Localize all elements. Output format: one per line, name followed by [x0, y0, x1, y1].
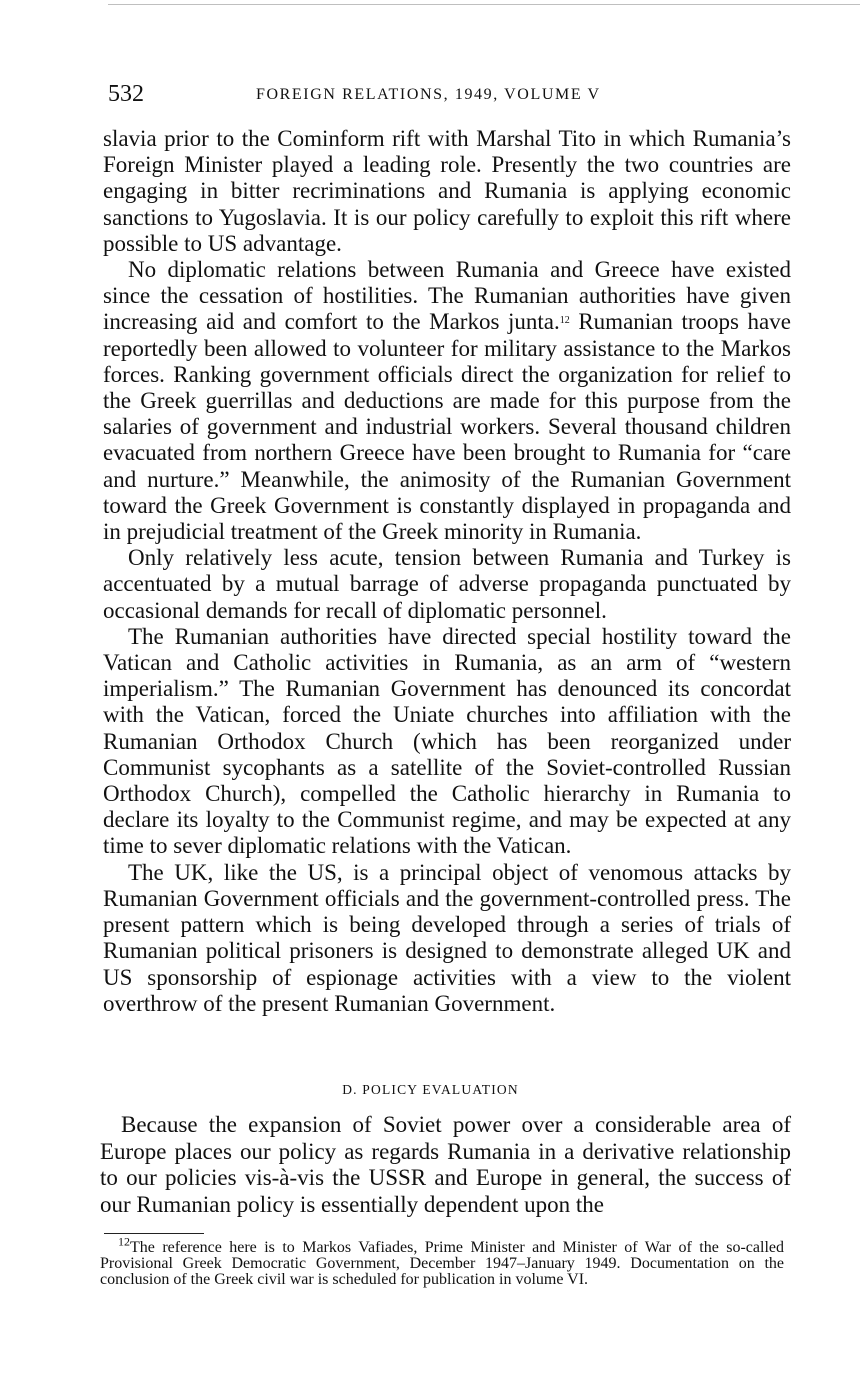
page-number: 532 — [108, 81, 144, 107]
paragraph-2-text: No diplomatic relations between Rumania and Greece have existed since the cessation of hostilities. The Rumanian authorities have given increasing aid and comfort to the Markos junta. — [103, 257, 791, 335]
body-text — [103, 126, 791, 1017]
paragraph-3: Only relatively less acute, tension between Rumania and Turkey is accentuated by a mutual barrage of adverse propaganda punctuated by occasional demands for recall of diplomatic personnel. — [103, 545, 791, 623]
paragraph-4: The Rumanian authorities have directed special hostility toward the Vatican and Catholic activities in Rumania, as an arm of “western imperialism.” The Rumanian Government has denounced its concordat with the Vatican, forced the Uniate churches into affiliation with the Rumanian Orthodox Church (which has been reorganized under Communist sycophants as a satellite of the Soviet-controlled Russian Orthodox Church), compelled the Catholic hierarchy in Rumania to declare its loyalty to the Communist regime, and may be expected at any time to sever diplomatic relations with the Vatican. — [103, 623, 791, 859]
running-title: FOREIGN RELATIONS, 1949, VOLUME V — [256, 86, 601, 103]
running-head — [108, 80, 792, 108]
policy-paragraph: Because the expansion of Soviet power over a considerable area of Europe places our policy as regards Rumania in a derivative relationship to our policies vis-à-vis the USSR and Europe in general, the success of our Rumanian policy is essentially dependent upon the — [100, 1112, 791, 1217]
paragraph-1: slavia prior to the Cominform rift with Marshal Tito in which Rumania’s Foreign Minister played a leading role. Presently the two countries are engaging in bitter recriminations and Rumania is applying economic sanctions to Yugoslavia. It is our policy carefully to exploit this rift where possible to US advantage. — [103, 126, 791, 256]
paragraph-5: The UK, like the US, is a principal object of venomous attacks by Rumanian Government officials and the government-controlled press. The present pattern which is being developed through a series of trials of Rumanian political prisoners is designed to demonstrate alleged UK and US sponsorship of espionage activities with a view to the violent overthrow of the present Rumanian Government. — [103, 859, 791, 1016]
top-rule — [108, 4, 860, 5]
policy-evaluation-text — [100, 1112, 791, 1218]
footnote — [100, 1234, 784, 1289]
paragraph-2 — [103, 257, 791, 545]
footnote-reference[interactable]: 12 — [559, 315, 570, 327]
footnote-paragraph — [100, 1234, 784, 1289]
footnote-number: 12 — [118, 1234, 130, 1249]
paragraph-2-continuation: Rumanian troops have reportedly been allowed to volunteer for military assistance to the Markos forces. Ranking government officials direct the organization for relief to the Greek guerrillas and deductions are made for this purpose from the salaries of government and industrial workers. Several thousand children evacuated from northern Greece have been brought to Rumania for “care and nurture.” Meanwhile, the animosity of the Rumanian Government toward the Greek Government is constantly displayed in propaganda and in prejudicial treatment of the Greek minority in Rumania. — [103, 309, 791, 545]
footnote-text: The reference here is to Markos Vafiades, Prime Minister and Minister of War of the so-called Provisional Greek Democratic Government, December 1947–January 1949. Documentation on the conclusion of the Greek civil war is scheduled for publication in volume VI. — [100, 1239, 784, 1289]
section-heading: D. POLICY EVALUATION — [342, 1082, 519, 1097]
